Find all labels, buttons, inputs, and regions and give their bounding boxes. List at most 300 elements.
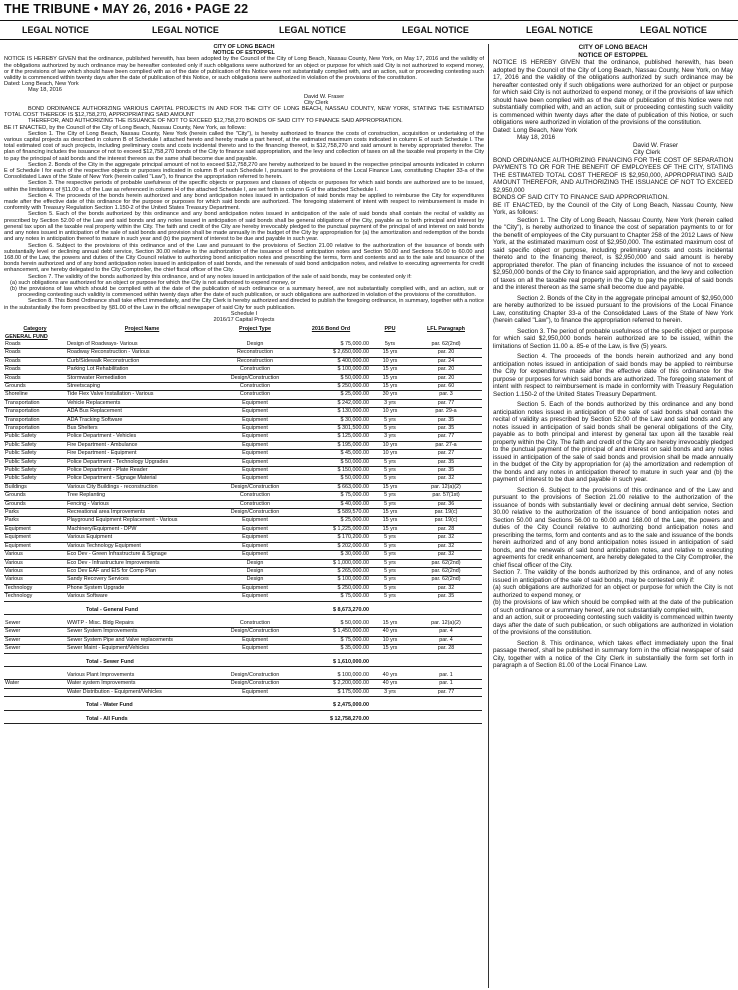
table-cell: par. 20: [410, 349, 482, 357]
table-cell: Equipment: [218, 416, 292, 424]
table-cell: $ 75,000.00: [292, 341, 370, 349]
table-cell: par. 28: [410, 645, 482, 653]
table-cell: Roads: [4, 366, 66, 374]
table-cell: Design/Construction: [218, 672, 292, 680]
table-cell: 5yrs: [370, 341, 410, 349]
fund-total-label: Total - General Fund: [66, 607, 292, 615]
fund-total-row: [4, 607, 482, 615]
table-cell: 5 yrs: [370, 551, 410, 559]
table-cell: Design/Construction: [218, 628, 292, 636]
table-cell: 3 yrs: [370, 433, 410, 441]
table-row: [4, 492, 482, 500]
table-cell: $ 75,000.00: [292, 593, 370, 601]
grand-total-row: [4, 716, 482, 724]
table-row: [4, 441, 482, 449]
table-cell: Streetscaping: [66, 382, 218, 390]
table-cell: Public Safety: [4, 475, 66, 483]
table-cell: $ 100,000.00: [292, 576, 370, 584]
fund-total-value: $ 2,475,000.00: [292, 702, 370, 710]
table-cell: $ 75,000.00: [292, 636, 370, 644]
table-cell: ADA Bus Replacement: [66, 408, 218, 416]
col-project-type: Project Type: [239, 326, 271, 333]
table-cell: Grounds: [4, 500, 66, 508]
table-cell: Various: [4, 559, 66, 567]
col-category: Category: [23, 326, 47, 333]
table-cell: par. 62(2nd): [410, 341, 482, 349]
date-line: May 18, 2016: [28, 87, 62, 94]
table-cell: Sewer System Pipe and Valve replacements: [66, 636, 218, 644]
table-cell: Eco Dev - Infrastructure Improvements: [66, 559, 218, 567]
table-cell: Technology: [4, 584, 66, 592]
table-cell: $ 25,000.00: [292, 391, 370, 399]
signature-title: City Clerk: [633, 149, 661, 156]
table-cell: 5 yrs: [370, 534, 410, 542]
table-cell: Design: [218, 567, 292, 575]
legal-notice-label: LEGAL NOTICE: [279, 25, 346, 35]
table-cell: $ 100,000.00: [292, 672, 370, 680]
legal-notice-label: LEGAL NOTICE: [640, 25, 707, 35]
table-cell: Roads: [4, 341, 66, 349]
fund-total-label: Total - Sewer Fund: [66, 659, 292, 667]
table-cell: Design: [218, 576, 292, 584]
signature-name: David W. Fraser: [633, 141, 679, 149]
table-cell: $ 250,000.00: [292, 382, 370, 390]
table-row: [4, 399, 482, 407]
table-cell: 5 yrs: [370, 458, 410, 466]
table-cell: Sewer: [4, 636, 66, 644]
table-cell: Roadway Reconstruction - Various: [66, 349, 218, 357]
table-cell: par. 19(c): [410, 517, 482, 525]
table-row: [4, 425, 482, 433]
table-row: [4, 391, 482, 399]
section-2: Section 2. Bonds of the City in the aggregate principal amount of not to exceed $12,758,270 are hereby authorized to be issued in the respective principal amounts indicated in column E of Schedule I for each of the respective objects or purposes indicated in column B of such Schedule I, pursuant to the provisions of the Local Finance Law, constituting Chapter 33-a of the Consolidated Laws of the State of New York (herein called "Law"), to finance the appropriation referred to herein.: [4, 161, 484, 181]
table-cell: Vehicle Replacements: [66, 399, 218, 407]
table-cell: par. 77: [410, 433, 482, 441]
table-cell: Roads: [4, 357, 66, 365]
ordinance-title-cont: THEREFOR, AND AUTHORIZING THE ISSUANCE OF NOT TO EXCEED $12,758,270 BONDS OF SAID CITY TO FINANCE SAID APPROPRIATION.: [28, 118, 403, 125]
header-rule: [0, 20, 738, 21]
left-notice: [4, 44, 484, 986]
table-cell: Equipment: [218, 433, 292, 441]
table-cell: Design/Construction: [218, 680, 292, 688]
page-header: THE TRIBUNE • MAY 26, 2016 • PAGE 22: [4, 2, 249, 16]
table-cell: par. 20: [410, 366, 482, 374]
table-cell: Equipment: [218, 441, 292, 449]
table-cell: Equipment: [218, 475, 292, 483]
table-cell: 3 yrs: [370, 399, 410, 407]
table-row: [4, 374, 482, 382]
table-cell: $ 50,000.00: [292, 458, 370, 466]
table-cell: Curb/Sidewalk Reconstruction: [66, 357, 218, 365]
table-cell: $ 663,000.00: [292, 483, 370, 491]
dated-line: Dated: Long Beach, New York: [4, 81, 79, 88]
table-cell: $ 130,000.00: [292, 408, 370, 416]
table-cell: $ 400,000.00: [292, 357, 370, 365]
table-cell: par. 32: [410, 542, 482, 550]
table-cell: 5 yrs: [370, 542, 410, 550]
schedule-body: [4, 334, 482, 724]
table-cell: Equipment: [218, 636, 292, 644]
table-row: [4, 636, 482, 644]
table-cell: par. 32: [410, 584, 482, 592]
table-cell: $ 1,225,000.00: [292, 525, 370, 533]
table-cell: 5 yrs: [370, 584, 410, 592]
table-cell: $ 35,000.00: [292, 645, 370, 653]
table-cell: Sandy Recovery Services: [66, 576, 218, 584]
section-6: Section 6. Subject to the provisions of this ordinance and of the Law and pursuant to the provisions of Section 21.00 relative to the authorization of the issuance of bonds with substantially level or declining annual debt service, Section 30.00 relative to the authorization of the issuance of bond anticipation notes and Section 50.00 and Sections 56.00 to 60.00 and 168.00 of the Law, the powers and duties of the City Council relative to authorizing bond anticipation notes and prescribing the terms, form and contents and as to the sale and issuance of the bonds herein authorized and of any bond anticipation notes issued in anticipation of said bonds, and the renewals of said bond anticipation notes, and relative to executing agreements for credit enhancement, are hereby delegated to the City Comptroller, the chief fiscal officer of the City.: [493, 486, 733, 569]
table-cell: $ 265,000.00: [292, 567, 370, 575]
signature-title: City Clerk: [304, 99, 329, 106]
section-3: Section 3. The period of probable usefulness of the specific object or purpose for which said $2,950,000 bonds herein authorized are to be issued, within the limitations of Section 11.00 a. 85-e of the Law, is five (5) years.: [493, 327, 733, 350]
table-cell: Equipment: [218, 425, 292, 433]
signature-name: David W. Fraser: [304, 93, 345, 100]
table-cell: Equipment: [218, 534, 292, 542]
table-cell: Construction: [218, 391, 292, 399]
fund-total-row: [4, 659, 482, 667]
table-cell: Bus Shelters: [66, 425, 218, 433]
table-cell: par. 29-a: [410, 408, 482, 416]
table-cell: Sewer: [4, 620, 66, 628]
table-cell: Construction: [218, 366, 292, 374]
table-cell: Technology: [4, 593, 66, 601]
table-cell: Fire Department - Equipment: [66, 450, 218, 458]
table-cell: 15 yrs: [370, 483, 410, 491]
table-cell: 15 yrs: [370, 645, 410, 653]
notice-title: CITY OF LONG BEACH: [578, 44, 648, 51]
table-cell: $ 75,000.00: [292, 492, 370, 500]
table-cell: Equipment: [218, 467, 292, 475]
table-cell: Equipment: [218, 517, 292, 525]
grand-total-value: $ 12,758,270.00: [292, 716, 370, 724]
table-row: [4, 509, 482, 517]
table-cell: Construction: [218, 492, 292, 500]
table-cell: par. 4: [410, 636, 482, 644]
table-cell: Eco Dev EAF and EIS for Comp Plan: [66, 567, 218, 575]
table-cell: Grounds: [4, 382, 66, 390]
table-row: [4, 688, 482, 696]
table-row: [4, 567, 482, 575]
table-cell: $ 250,000.00: [292, 584, 370, 592]
table-cell: Phone System Upgrade: [66, 584, 218, 592]
fund-total-label: Total - Water Fund: [66, 702, 292, 710]
notice-intro: NOTICE IS HEREBY GIVEN that the ordinance, published herewith, has been adopted by the Council of the City of Long Beach, Nassau County, New York, on May 17, 2016 and the validity of the obligations authorized by such ordinance may be hereafter contested only if such obligations were authorized for an object or purpose for which said City is not authorized to expend money, or if the provisions of law which should have been complied with as of the date of publication of this Notice were not substantially complied with, and an action, suit or proceeding contesting such validity is commenced within twenty days after the date of publication of this Notice, or such obligations were authorized in violation of the provisions of the constitution.: [493, 59, 733, 126]
section-1: Section 1. The City of Long Beach, Nassau County, New York (herein called the "City"), is hereby authorized to finance the cost of separation payments to or for the benefit of employees of the City pursuant to Chapter 258 of the 2012 Laws of New York, at the estimated maximum cost of $2,950,000. The estimated maximum cost of said specific object or purpose, including preliminary costs and costs incidental thereto and to the financing thereof, is $2,950,000 and said amount is hereby appropriated therefor. The plan of financing includes the issuance of not to exceed $2,950,000 bonds of the City to finance said appropriation, and the levy and collection of taxes on all the taxable real property in the City to pay the principal of said bonds and the interest thereon as the same shall become due and payable.: [493, 216, 733, 291]
table-row: [4, 593, 482, 601]
enacted-line: BE IT ENACTED, by the Council of the City of Long Beach, Nassau County, New York, as follows:: [4, 124, 246, 131]
ordinance-title: BOND ORDINANCE AUTHORIZING VARIOUS CAPITAL PROJECTS IN AND FOR THE CITY OF LONG BEACH, NASSAU COUNTY, NEW YORK, STATING THE ESTIMATED TOTAL COST THEREOF IS $12,758,270, APPROPRIATING SAID AMOUNT: [4, 106, 484, 119]
table-cell: par. 27: [410, 450, 482, 458]
table-cell: Public Safety: [4, 433, 66, 441]
table-cell: Equipment: [218, 399, 292, 407]
table-cell: par. 12(a)(2): [410, 620, 482, 628]
table-cell: Equipment: [218, 450, 292, 458]
enacted-line: BE IT ENACTED, by the Council of the City of Long Beach, Nassau County, New York, as follows:: [493, 201, 733, 216]
table-cell: 15 yrs: [370, 620, 410, 628]
table-cell: $ 1,450,000.00: [292, 628, 370, 636]
table-cell: Recreational area Improvements: [66, 509, 218, 517]
fund-total-value: $ 8,673,270.00: [292, 607, 370, 615]
legal-notice-label: LEGAL NOTICE: [22, 25, 89, 35]
table-row: [4, 475, 482, 483]
col-bond-ord: 2016 Bond Ord: [311, 326, 351, 333]
legal-notice-bar: [0, 25, 738, 38]
table-cell: Sewer: [4, 645, 66, 653]
table-row: [4, 458, 482, 466]
table-cell: Various Technology Equipment: [66, 542, 218, 550]
table-cell: par. 32: [410, 475, 482, 483]
table-row: [4, 628, 482, 636]
table-cell: Transportation: [4, 399, 66, 407]
table-cell: $ 30,000.00: [292, 551, 370, 559]
table-cell: Buildings: [4, 483, 66, 491]
section-4: Section 4. The proceeds of the bonds herein authorized and any bond anticipation notes issued in anticipation of said bonds may be applied to reimburse the City for expenditures made after the effective date of this ordinance for the purpose or purposes for which said bonds are authorized. The foregoing statement of intent with respect to reimbursement is made in conformity with Treasury Regulation Section 1.150-2 of the United States Treasury Department.: [493, 353, 733, 398]
table-cell: par. 77: [410, 399, 482, 407]
table-cell: $ 202,000.00: [292, 542, 370, 550]
table-cell: Design of Roadways- Various: [66, 341, 218, 349]
table-cell: $ 30,000.00: [292, 416, 370, 424]
col-ppu: PPU: [384, 326, 396, 333]
table-cell: Public Safety: [4, 450, 66, 458]
table-cell: Reconstruction: [218, 357, 292, 365]
fund-total-value: $ 1,610,000.00: [292, 659, 370, 667]
table-row: [4, 551, 482, 559]
table-cell: Public Safety: [4, 441, 66, 449]
table-cell: Water Distribution - Equipment/Vehicles: [66, 688, 218, 696]
table-cell: WWTP - Misc. Bldg Repairs: [66, 620, 218, 628]
legal-bar-rule: [0, 39, 738, 40]
table-cell: 15 yrs: [370, 374, 410, 382]
table-cell: Sewer: [4, 628, 66, 636]
section-7: Section 7. The validity of the bonds authorized by this ordinance, and of any notes issued in anticipation of the sale of said bonds, may be contested only if:: [28, 273, 412, 280]
table-row: [4, 542, 482, 550]
table-cell: par. 35: [410, 416, 482, 424]
table-cell: 5 yrs: [370, 475, 410, 483]
table-row: [4, 483, 482, 491]
table-cell: Equipment: [218, 525, 292, 533]
table-row: [4, 357, 482, 365]
table-cell: 5 yrs: [370, 425, 410, 433]
section-7b: (b) the provisions of law which should be complied with at the date of the publication of such ordinance or a summary hereof, are not substantially complied with,: [493, 599, 733, 614]
table-cell: Construction: [218, 500, 292, 508]
schedule-subtitle: 2016/17 Capital Projects: [213, 316, 275, 323]
table-cell: par. 27-a: [410, 441, 482, 449]
table-cell: par. 35: [410, 593, 482, 601]
notice-intro: NOTICE IS HEREBY GIVEN that the ordinance, published herewith, has been adopted by the Council of the City of Long Beach, Nassau County, New York, on May 17, 2016 and the validity of the obligations authorized by such ordinance may be hereafter contested only if such obligations were authorized for an object or purpose for which said City is not authorized to expend money, or if the provisions of law which should have been complied with as of the date of publication of this Notice were not substantially complied with, and an action, suit or proceeding contesting such validity is commenced within twenty days after the date of publication of this Notice, or such obligations were authorized in violation of the provisions of the constitution.: [4, 56, 484, 82]
table-cell: Playground Equipment Replacement - Various: [66, 517, 218, 525]
table-row: [4, 645, 482, 653]
table-row: [4, 559, 482, 567]
table-cell: Water system Improvements: [66, 680, 218, 688]
section-7c: and an action, suit or proceeding contesting such validity is commenced within twenty days after the date of such publication, or such obligations are authorized in violation of the provisions of the constitution.: [493, 614, 733, 636]
table-cell: Design/Construction: [218, 509, 292, 517]
table-cell: 5 yrs: [370, 416, 410, 424]
section-8: Section 8. This ordinance, which takes effect immediately upon the final passage thereof, shall be published in summary form in the official newspaper of said City, together with a notice of the City Clerk in substantially the form set forth in paragraph a of Section 81.00 of the Local Finance Law.: [493, 639, 733, 669]
table-cell: Machinery/Equipment - DPW: [66, 525, 218, 533]
table-row: [4, 517, 482, 525]
table-cell: par. 35: [410, 458, 482, 466]
table-cell: 5 yrs: [370, 567, 410, 575]
table-cell: Police Department - Technology Upgrades: [66, 458, 218, 466]
table-cell: Equipment: [218, 551, 292, 559]
table-cell: 15 yrs: [370, 382, 410, 390]
notice-subtitle: NOTICE OF ESTOPPEL: [213, 50, 275, 57]
table-cell: par. 32: [410, 551, 482, 559]
table-cell: par. 19(c): [410, 509, 482, 517]
table-row: [4, 416, 482, 424]
table-cell: 10 yrs: [370, 357, 410, 365]
section-7a: (a) such obligations are authorized for an object or purpose for which the City is not authorized to expend money, or: [10, 279, 296, 286]
fund-section-row: [4, 334, 482, 341]
table-row: [4, 576, 482, 584]
table-cell: par. 60: [410, 382, 482, 390]
grand-total-label: Total - All Funds: [66, 716, 292, 724]
table-row: [4, 525, 482, 533]
table-cell: $ 50,000.00: [292, 475, 370, 483]
table-cell: $ 40,000.00: [292, 500, 370, 508]
section-7: Section 7. The validity of the bonds authorized by this ordinance, and of any notes issued in anticipation of the sale of said bonds, may be contested only if:: [493, 569, 733, 584]
table-cell: Public Safety: [4, 467, 66, 475]
table-cell: Sewer Maint - Equipment/Vehicles: [66, 645, 218, 653]
table-cell: $ 2,200,000.00: [292, 680, 370, 688]
table-cell: Various: [4, 576, 66, 584]
table-cell: Design/Construction: [218, 483, 292, 491]
table-cell: $ 195,000.00: [292, 441, 370, 449]
table-cell: Shoreline: [4, 391, 66, 399]
table-cell: 40 yrs: [370, 672, 410, 680]
table-cell: par. 32: [410, 534, 482, 542]
notice-subtitle: NOTICE OF ESTOPPEL: [578, 51, 648, 59]
table-cell: Parks: [4, 517, 66, 525]
table-row: [4, 349, 482, 357]
table-cell: 5 yrs: [370, 593, 410, 601]
table-cell: $ 150,000.00: [292, 467, 370, 475]
table-cell: par. 62(2nd): [410, 567, 482, 575]
section-5: Section 5. Each of the bonds authorized by this ordinance and any bond anticipation notes issued in anticipation of the sale of said bonds shall contain the recital of validity as prescribed by Section 52.00 of the Law and said bonds and any notes issued in anticipation of said bonds shall be general obligations of the City, payable as to both principal and interest by general tax upon all the taxable real property within the City. The faith and credit of the City are hereby irrevocably pledged to the punctual payment of the principal of and interest on said bonds and any notes issued in anticipation of the sale of said bonds and provision shall be made annually in the budget of the City by appropriation for (a) the amortization and redemption of the bonds and any notes in anticipation thereof to mature in such year and (b) the payment of interest to be due and payable in such year.: [493, 401, 733, 483]
schedule-title: Schedule I: [230, 310, 258, 317]
table-cell: Equipment: [218, 584, 292, 592]
table-row: [4, 672, 482, 680]
table-row: [4, 534, 482, 542]
table-cell: Various Software: [66, 593, 218, 601]
table-cell: Roads: [4, 349, 66, 357]
schedule-header-row: [4, 326, 482, 333]
table-cell: $ 170,200.00: [292, 534, 370, 542]
table-cell: 10 yrs: [370, 450, 410, 458]
table-cell: 5 yrs: [370, 500, 410, 508]
table-cell: Grounds: [4, 492, 66, 500]
table-cell: Various Plant Improvements: [66, 672, 218, 680]
table-cell: par. 1: [410, 672, 482, 680]
table-cell: 15 yrs: [370, 517, 410, 525]
table-cell: Tide Flex Valve Installation - Various: [66, 391, 218, 399]
table-cell: Transportation: [4, 416, 66, 424]
section-2: Section 2. Bonds of the City in the aggregate principal amount of $2,950,000 are hereby authorized to be issued pursuant to the provisions of the Local Finance Law, constituting Chapter 33-a of the Consolidated Laws of the State of New York (herein called "Law"), to finance the appropriation referred to herein.: [493, 294, 733, 324]
section-5: Section 5. Each of the bonds authorized by this ordinance and any bond anticipation notes issued in anticipation of the sale of said bonds shall contain the recital of validity as prescribed by Section 52.00 of the Law and said bonds and any notes issued in anticipation of said bonds shall be general obligations of the City, payable as to both principal and interest by general tax upon all the taxable real property within the City. The faith and credit of the City are hereby irrevocably pledged to the punctual payment of the principal of and interest on said bonds and any notes issued in anticipation of the sale of said bonds and provision shall be made annually in the budget of the City by appropriation for (a) the amortization and redemption of the bonds and any notes in anticipation thereof to mature in such year and (b) the payment of interest to be due and payable in such year.: [4, 211, 484, 243]
table-cell: 30 yrs: [370, 391, 410, 399]
table-row: [4, 366, 482, 374]
table-cell: Various City Buildings - reconstruction: [66, 483, 218, 491]
table-cell: par. 4: [410, 628, 482, 636]
table-cell: Various: [4, 567, 66, 575]
col-lfl: LFL Paragraph: [427, 326, 465, 333]
table-cell: Reconstruction: [218, 349, 292, 357]
table-cell: 5 yrs: [370, 467, 410, 475]
section-7b: (b) the provisions of law which should be complied with at the date of the publication of such ordinance or a summary hereof, are not substantially complied with, and an action, suit or proceeding contesting such validity is commenced within twenty days after the date of such publication, or such obligations are authorized in violation of the provisions of the constitution.: [10, 285, 484, 299]
table-cell: $ 242,000.00: [292, 399, 370, 407]
section-1: Section 1. The City of Long Beach, Nassau County, New York (herein called the "City"), is hereby authorized to finance the costs of construction, acquisition or undertaking of the various capital projects as described in column B of Schedule I attached hereto and hereby made a part hereof, at the estimated maximum costs indicated in column E of such Schedule I. The total estimated cost of such projects, including preliminary costs and costs incidental thereto and to the financing thereof, is $12,758,270 and said amount is hereby appropriated therefor. The plan of financing includes the issuance of not to exceed $12,758,270 bonds of the City to finance said appropriation, and the levy and collection of taxes on all the taxable real property in the City to pay the principal of said bonds and the interest thereon as the same shall become due and payable.: [4, 130, 484, 162]
table-cell: par. 35: [410, 467, 482, 475]
table-cell: 15 yrs: [370, 366, 410, 374]
table-row: [4, 500, 482, 508]
table-row: [4, 341, 482, 349]
table-cell: Equipment: [218, 542, 292, 550]
table-cell: Equipment: [218, 645, 292, 653]
table-cell: par. 12(a)(2): [410, 483, 482, 491]
table-cell: Transportation: [4, 408, 66, 416]
table-row: [4, 620, 482, 628]
section-7a: (a) such obligations are authorized for an object or purpose for which the City is not authorized to expend money, or: [493, 584, 733, 599]
table-cell: par. 1: [410, 680, 482, 688]
table-cell: Police Department - Signage Material: [66, 475, 218, 483]
table-row: [4, 408, 482, 416]
table-cell: par. 28: [410, 525, 482, 533]
table-cell: Roads: [4, 374, 66, 382]
section-8: Section 8. This Bond Ordinance shall take effect immediately, and the City Clerk is hereby authorized and directed to publish the foregoing ordinance, in summary, together with a notice in the substantially the form prescribed by §81.00 of the Law in the official newspaper of said City for such publication.: [4, 298, 484, 311]
table-cell: $ 175,000.00: [292, 688, 370, 696]
notice-title: CITY OF LONG BEACH: [213, 44, 275, 50]
table-cell: Design: [218, 341, 292, 349]
date-line: May 18, 2016: [517, 134, 556, 141]
col-project-name: Project Name: [124, 326, 160, 333]
table-cell: 15 yrs: [370, 509, 410, 517]
table-cell: Water: [4, 680, 66, 688]
table-cell: Equipment: [4, 534, 66, 542]
table-cell: Parks: [4, 509, 66, 517]
ordinance-title: BOND ORDINANCE AUTHORIZING FINANCING FOR THE COST OF SEPARATION PAYMENTS TO OR FOR THE BENEFIT OF EMPLOYEES OF THE CITY, STATING THE ESTIMATED TOTAL COST THEREOF IS $2,950,000, APPROPRIATING SAID AMOUNT THEREFOR, AND AUTHORIZING THE ISSUANCE OF NOT TO EXCEED $2,950,000: [493, 156, 733, 194]
table-row: [4, 467, 482, 475]
table-cell: 5 yrs: [370, 492, 410, 500]
table-cell: $ 1,000,000.00: [292, 559, 370, 567]
table-cell: par. 62(2nd): [410, 576, 482, 584]
table-cell: par. 24: [410, 357, 482, 365]
table-cell: $ 25,000.00: [292, 517, 370, 525]
table-cell: Police Department - Vehicles: [66, 433, 218, 441]
section-4: Section 4. The proceeds of the bonds herein authorized and any bond anticipation notes issued in anticipation of said bonds may be applied to reimburse the City for expenditures made after the effective date of this ordinance for the purpose or purposes for which said bonds are authorized. The foregoing statement of intent with respect to reimbursement is made in conformity with Treasury Regulation Section 1.150-2 of the United States Treasury Department.: [4, 192, 484, 212]
table-cell: Equipment: [4, 542, 66, 550]
right-notice: [493, 44, 733, 986]
fund-total-row: [4, 702, 482, 710]
table-cell: par. 57(1st): [410, 492, 482, 500]
table-cell: $ 50,000.00: [292, 374, 370, 382]
table-cell: $ 301,500.00: [292, 425, 370, 433]
table-cell: ADA Tracking Software: [66, 416, 218, 424]
table-cell: Various Equipment: [66, 534, 218, 542]
table-cell: 5 yrs: [370, 576, 410, 584]
ordinance-title-cont: BONDS OF SAID CITY TO FINANCE SAID APPROPRIATION.: [493, 194, 669, 201]
table-cell: Sewer System Improvements: [66, 628, 218, 636]
table-row: [4, 680, 482, 688]
table-cell: Police Department - Plate Reader: [66, 467, 218, 475]
table-cell: Public Safety: [4, 458, 66, 466]
section-6: Section 6. Subject to the provisions of this ordinance and of the Law and pursuant to the provisions of Section 21.00 relative to the authorization of the issuance of bonds with substantially level or declining annual debt service, Section 30.00 relative to the authorization of the issuance of bond anticipation notes and Section 50.00 and Sections 56.00 to 60.00 and 168.00 of the Law, the powers and duties of the City Council relative to authorizing bond anticipation notes and prescribing the terms, form and contents and as to the sale and issuance of the bonds herein authorized and of any bond anticipation notes issued in anticipation of said bonds, and the renewals of said bond anticipation notes, and relative to executing agreements for credit enhancement, are hereby delegated to the City Comptroller, the chief fiscal officer of the City.: [4, 242, 484, 274]
table-row: [4, 382, 482, 390]
table-cell: Equipment: [4, 525, 66, 533]
table-cell: Design/Construction: [218, 374, 292, 382]
section-3: Section 3. The respective periods of probable usefulness of the specific objects or purposes and classes of objects or purposes for which said bonds are authorized are to be issued, within the limitations of §11.00 a. of the Law as referenced in column H of the attached Schedule I, are set forth in column G of the attached Schedule I.: [4, 180, 484, 193]
table-cell: $ 2,650,000.00: [292, 349, 370, 357]
table-cell: 10 yrs: [370, 636, 410, 644]
table-cell: Equipment: [218, 688, 292, 696]
